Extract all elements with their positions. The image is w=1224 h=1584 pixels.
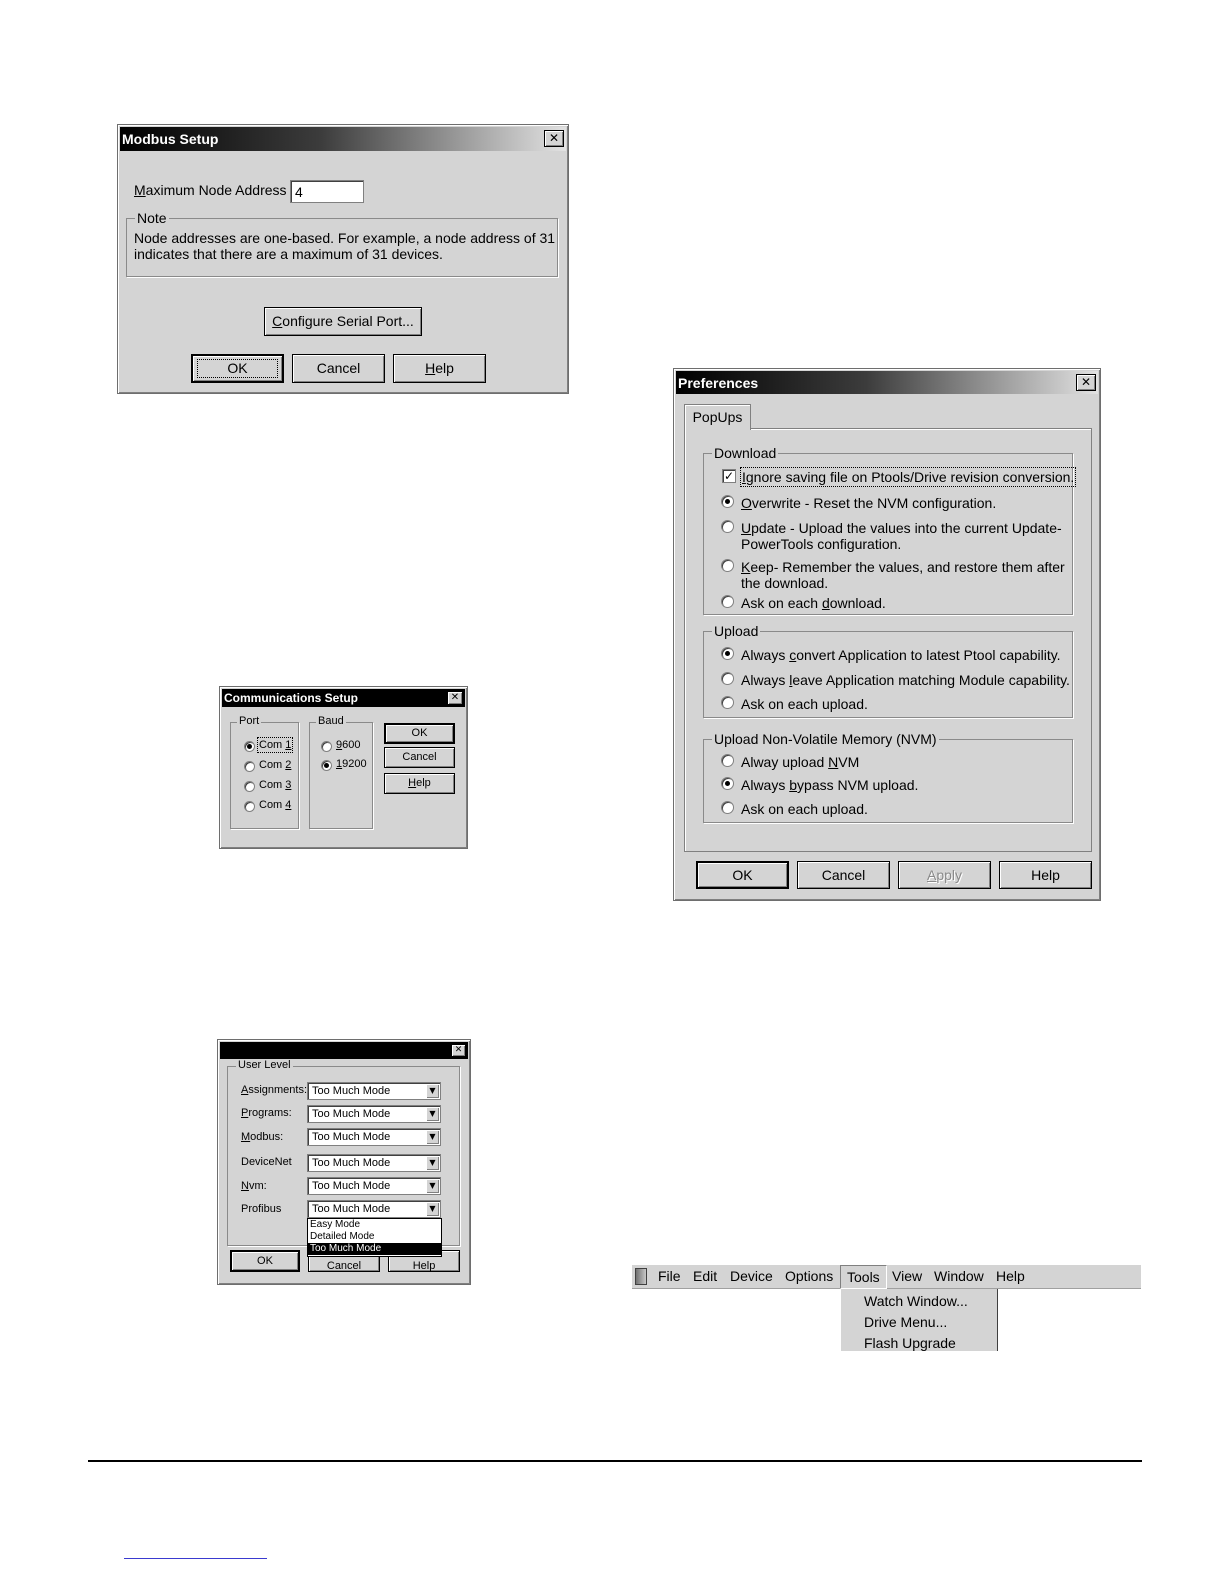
menu-tools[interactable]: Tools [840, 1265, 887, 1289]
communications-setup-dialog [219, 686, 468, 849]
chevron-down-icon: ▼ [426, 1107, 439, 1121]
dropdown-option-easy[interactable]: Easy Mode [310, 1219, 361, 1230]
menu-help[interactable]: Help [996, 1268, 1025, 1284]
nvm-group-label: Upload Non-Volatile Memory (NVM) [714, 731, 937, 747]
configure-serial-port-button[interactable]: Configure Serial Port... [264, 307, 422, 336]
note-group-label: Note [137, 210, 167, 226]
modbus-help-button[interactable]: Help [393, 354, 486, 383]
tools-menu-dropdown [840, 1289, 998, 1351]
preferences-dialog: Preferences ✕ PopUps Download ✓ Ignore saving file on Ptools/Drive revision conversion. Overwrite - Reset the NVM configuration. Update - Upload the values into the current Update- PowerTools configuration. Keep- Remember the values, and restore them after the download. Ask on each download. Upload Always convert Application to latest Ptool capability. Always leave Application matching Module capability. Ask on each upload. Upload Non-Volatile Memory (NVM) Alway upload NVM Always bypass NVM upload. Ask on each upload. OK Cancel Apply Help [673, 368, 1101, 901]
menu-view[interactable]: View [892, 1268, 923, 1284]
upload-group-label: Upload [714, 623, 759, 639]
prefs-close-button[interactable] [1076, 374, 1096, 391]
devicenet-select[interactable]: Too Much Mode ▼ [307, 1154, 441, 1172]
menu-options[interactable]: Options [785, 1268, 834, 1284]
user-level-ok-button[interactable]: OK [230, 1250, 300, 1272]
modbus-cancel-button[interactable]: Cancel [292, 354, 385, 383]
chevron-down-icon: ▼ [426, 1156, 439, 1170]
close-icon: ✕ [450, 692, 460, 703]
chevron-down-icon: ▼ [426, 1179, 439, 1193]
max-node-address-label: Maximum Node Address [134, 182, 287, 198]
user-level-close-button[interactable] [451, 1044, 466, 1057]
check-icon: ✓ [723, 469, 735, 483]
modbus-close-button[interactable] [544, 130, 564, 147]
chevron-down-icon: ▼ [426, 1202, 439, 1216]
app-icon[interactable] [635, 1268, 647, 1285]
footer-rule [88, 1460, 1142, 1462]
comms-ok-button[interactable]: OK [384, 723, 455, 744]
prefs-ok-button[interactable]: OK [696, 861, 789, 889]
programs-select[interactable]: Too Much Mode ▼ [307, 1105, 441, 1123]
user-level-group-label: User Level [238, 1059, 291, 1071]
dropdown-option-detailed[interactable]: Detailed Mode [310, 1231, 375, 1242]
menu-item-drive-menu[interactable]: Drive Menu... [864, 1314, 948, 1330]
prefs-title: Preferences [678, 375, 759, 391]
comms-title-bar[interactable] [222, 689, 465, 707]
prefs-cancel-button[interactable]: Cancel [797, 861, 890, 889]
close-icon: ✕ [548, 131, 560, 145]
download-group-label: Download [714, 445, 777, 461]
nvm-select[interactable]: Too Much Mode ▼ [307, 1177, 441, 1195]
menu-device[interactable]: Device [730, 1268, 773, 1284]
modbus-title-bar[interactable] [120, 127, 566, 151]
close-icon: ✕ [454, 1045, 463, 1055]
port-group: Port Com 1 Com 2 Com 3 Com 4 [230, 722, 299, 829]
prefs-help-button[interactable]: Help [999, 861, 1092, 889]
user-level-dialog: ✕ User Level Assignments: Too Much Mode ▼ Programs: Too Much Mode ▼ Modbus: Too Much Mode ▼ DeviceNet Too Much Mode ▼ Nvm: Too Much Mode ▼ Profibus Too Much Mode ▼ OK Cancel Help Easy Mode Detailed Mode Too Much Mode [217, 1039, 471, 1285]
note-group [126, 210, 558, 277]
close-icon: ✕ [1080, 375, 1092, 389]
port-group-label: Port [239, 715, 260, 727]
menu-window[interactable]: Window [934, 1268, 984, 1284]
baud-group-label: Baud [318, 715, 344, 727]
menu-bar [632, 1265, 1141, 1289]
max-node-address-input[interactable] [290, 180, 364, 203]
chevron-down-icon: ▼ [426, 1084, 439, 1098]
footer-link-rule [124, 1558, 267, 1559]
user-level-title-bar[interactable] [220, 1042, 468, 1059]
assignments-select[interactable]: Too Much Mode ▼ [307, 1082, 441, 1100]
menu-item-flash-upgrade[interactable]: Flash Upgrade [864, 1335, 956, 1351]
menu-item-watch-window[interactable]: Watch Window... [864, 1293, 968, 1309]
baud-group: Baud 9600 19200 [309, 722, 373, 829]
user-level-help-button[interactable]: Help [388, 1250, 460, 1272]
note-text-line2: indicates that there are a maximum of 31 devices. [134, 246, 443, 262]
modbus-title: Modbus Setup [122, 131, 219, 147]
menu-edit[interactable]: Edit [693, 1268, 718, 1284]
comms-cancel-button[interactable]: Cancel [384, 747, 455, 768]
user-level-cancel-button[interactable]: Cancel [308, 1250, 380, 1272]
tab-popups[interactable]: PopUps [684, 404, 751, 430]
menu-file[interactable]: File [658, 1268, 681, 1284]
prefs-title-bar[interactable] [676, 371, 1098, 394]
comms-help-button[interactable]: Help [384, 773, 455, 794]
modbus-ok-button[interactable]: OK [191, 354, 284, 383]
comms-title: Communications Setup [224, 691, 359, 705]
profibus-dropdown-list[interactable] [307, 1218, 442, 1257]
prefs-apply-button[interactable]: Apply [898, 861, 991, 889]
modbus-select[interactable]: Too Much Mode ▼ [307, 1128, 441, 1146]
profibus-select[interactable]: Too Much Mode ▼ [307, 1200, 441, 1218]
dropdown-option-too-much[interactable]: Too Much Mode [308, 1243, 441, 1255]
modbus-setup-dialog [117, 124, 569, 394]
comms-close-button[interactable] [447, 691, 463, 705]
note-text-line1: Node addresses are one-based. For example, a node address of 31 [134, 230, 556, 246]
max-node-address-value: 4 [295, 184, 303, 200]
chevron-down-icon: ▼ [426, 1130, 439, 1144]
